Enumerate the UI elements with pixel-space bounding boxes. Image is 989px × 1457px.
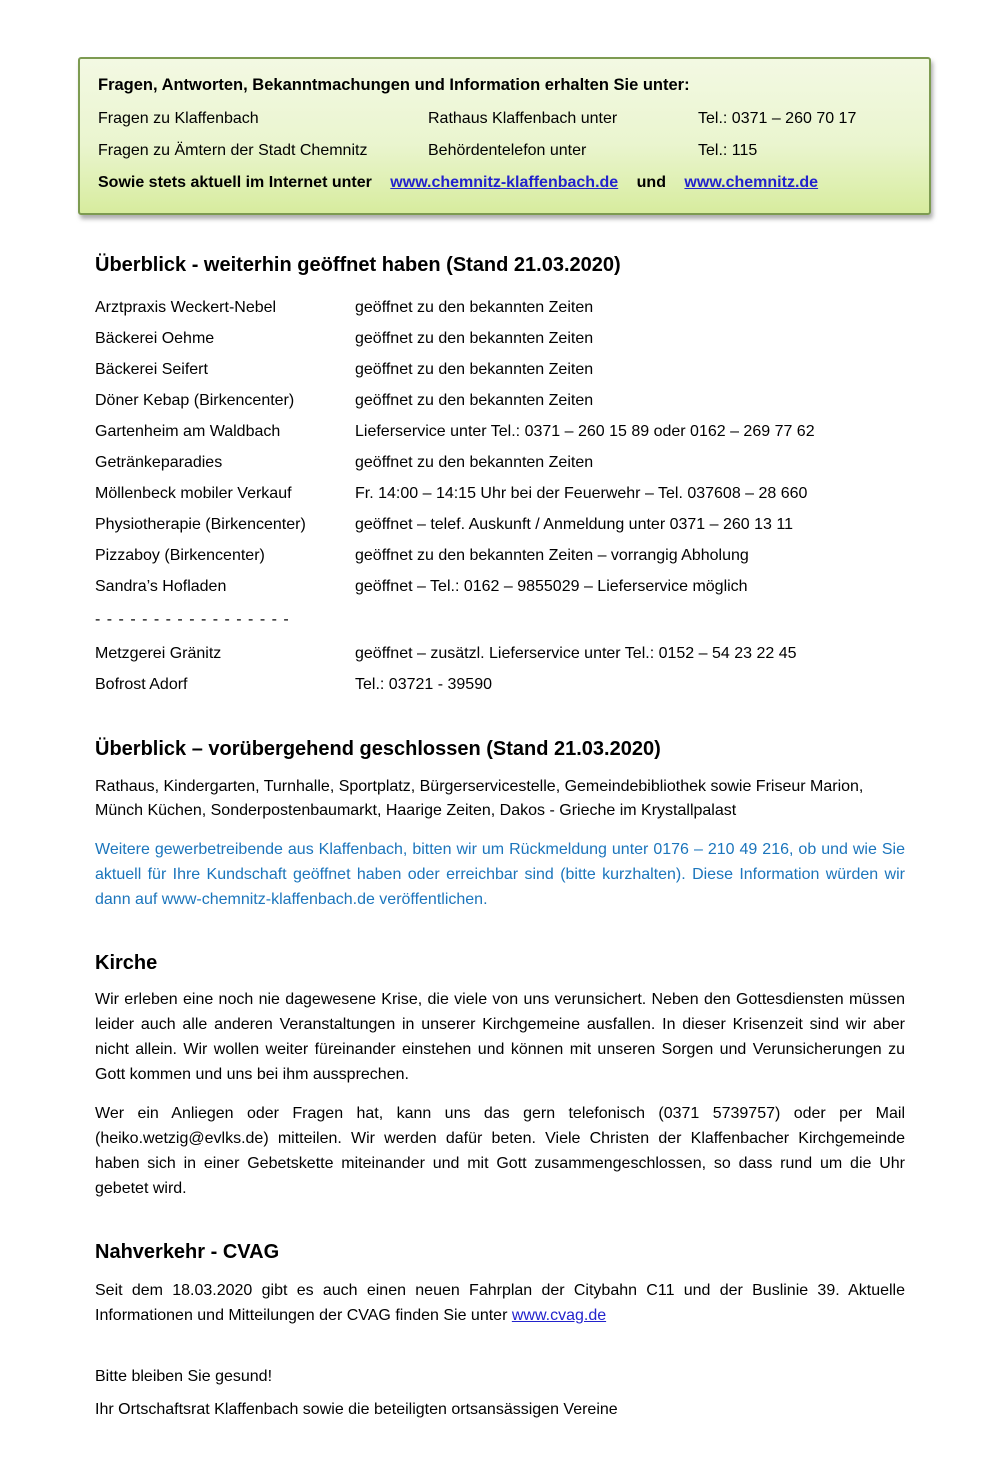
info-topic: Fragen zu Ämtern der Stadt Chemnitz (98, 142, 368, 159)
business-status: geöffnet zu den bekannten Zeiten (355, 454, 594, 471)
business-name: Metzgerei Gränitz (95, 645, 222, 662)
link-cvag[interactable]: www.cvag.de (511, 1307, 607, 1324)
business-status: geöffnet zu den bekannten Zeiten (355, 361, 594, 378)
business-row (95, 385, 905, 416)
business-name: Pizzaboy (Birkencenter) (95, 547, 265, 564)
business-name: Sandra’s Hofladen (95, 578, 227, 595)
feedback-notice: Weitere gewerbetreibende aus Klaffenbach, bitten wir um Rückmeldung unter 0176 – 210 49 216, ob und wie Sie aktuell für Ihre Kundschaft geöffnet haben oder erreichbar sind (bitte kurzhalten). Diese Information würden wir dann auf www-chemnitz-klaffenbach.de veröffentlichen. (95, 841, 905, 908)
info-footer-prefix: Sowie stets aktuell im Internet unter (98, 174, 372, 191)
info-box-row (98, 110, 911, 128)
business-name: Bäckerei Seifert (95, 361, 208, 378)
business-status: geöffnet zu den bekannten Zeiten (355, 330, 594, 347)
info-place: Behördentelefon unter (428, 142, 587, 159)
business-name: Bäckerei Oehme (95, 330, 215, 347)
nahverkehr-paragraph (95, 1278, 905, 1328)
dashed-separator: - - - - - - - - - - - - - - - - - (95, 611, 290, 628)
business-name: Bofrost Adorf (95, 676, 188, 693)
business-row (95, 669, 905, 700)
business-row (95, 571, 905, 602)
kirche-heading: Kirche (95, 952, 158, 974)
business-row (95, 540, 905, 571)
closing-signature: Ihr Ortschaftsrat Klaffenbach sowie die beteiligten ortsansässigen Vereine (95, 1401, 618, 1418)
closing-wish: Bitte bleiben Sie gesund! (95, 1368, 273, 1385)
business-status: geöffnet zu den bekannten Zeiten – vorrangig Abholung (355, 547, 749, 564)
business-row (95, 354, 905, 385)
business-row (95, 292, 905, 323)
business-status: Tel.: 03721 - 39590 (355, 676, 492, 693)
business-name: Getränkeparadies (95, 454, 223, 471)
info-box (78, 57, 931, 215)
info-topic: Fragen zu Klaffenbach (98, 110, 259, 127)
link-chemnitz[interactable]: www.chemnitz.de (684, 174, 819, 191)
business-name: Gartenheim am Waldbach (95, 423, 281, 440)
business-row (95, 323, 905, 354)
link-chemnitz-klaffenbach[interactable]: www.chemnitz-klaffenbach.de (390, 174, 619, 191)
business-name: Möllenbeck mobiler Verkauf (95, 485, 292, 502)
business-status: geöffnet – Tel.: 0162 – 9855029 – Lieferservice möglich (355, 578, 748, 595)
closed-section-heading: Überblick – vorübergehend geschlossen (Stand 21.03.2020) (95, 738, 661, 760)
business-name: Physiotherapie (Birkencenter) (95, 516, 306, 533)
business-name: Arztpraxis Weckert-Nebel (95, 299, 277, 316)
document-body (95, 254, 905, 1419)
business-row (95, 638, 905, 669)
nahverkehr-heading: Nahverkehr - CVAG (95, 1241, 280, 1263)
business-row (95, 478, 905, 509)
kirche-paragraph-1: Wir erleben eine noch nie dagewesene Krise, die viele von uns verunsichert. Neben den Gottesdiensten müssen leider auch alle anderen Veranstaltungen in unserer Kirchgemeine ausfallen. In dieser Krisenzeit sind wir aber nicht allein. Wir wollen weiter füreinander einstehen und können mit unseren Sorgen und Verunsicherungen zu Gott kommen und uns bei ihm aussprechen. (95, 991, 905, 1083)
business-status: geöffnet – zusätzl. Lieferservice unter Tel.: 0152 – 54 23 22 45 (355, 645, 797, 662)
business-row (95, 447, 905, 478)
info-phone: Tel.: 115 (698, 142, 758, 159)
info-box-footer (98, 174, 911, 192)
business-status: geöffnet zu den bekannten Zeiten (355, 299, 594, 316)
info-box-title: Fragen, Antworten, Bekanntmachungen und Information erhalten Sie unter: (98, 76, 690, 94)
kirche-paragraph-2: Wer ein Anliegen oder Fragen hat, kann uns das gern telefonisch (0371 5739757) oder per Mail (heiko.wetzig@evlks.de) mitteilen. Wir werden dafür beten. Viele Christen der Klaffenbacher Kirchgemeinde haben sich in einer Gebetskette miteinander und mit Gott zusammengeschlossen, so dass rund um die Uhr gebetet wird. (95, 1105, 905, 1197)
info-phone: Tel.: 0371 – 260 70 17 (698, 110, 857, 127)
info-place: Rathaus Klaffenbach unter (428, 110, 618, 127)
business-row (95, 416, 905, 447)
info-box-row (98, 142, 911, 160)
business-name: Döner Kebap (Birkencenter) (95, 392, 295, 409)
business-status: geöffnet – telef. Auskunft / Anmeldung unter 0371 – 260 13 11 (355, 516, 793, 533)
business-status: Lieferservice unter Tel.: 0371 – 260 15 89 oder 0162 – 269 77 62 (355, 423, 815, 440)
info-footer-conjunction: und (636, 174, 666, 191)
closed-section-body: Rathaus, Kindergarten, Turnhalle, Sportplatz, Bürgerservicestelle, Gemeindebibliothek sowie Friseur Marion, Münch Küchen, Sonderpostenbaumarkt, Haarige Zeiten, Dakos - Grieche im Krystallpalast (95, 778, 864, 819)
business-row (95, 509, 905, 540)
nahverkehr-text: Seit dem 18.03.2020 gibt es auch einen neuen Fahrplan der Citybahn C11 und der Buslinie 39. Aktuelle Informationen und Mitteilungen der CVAG finden Sie unter (95, 1282, 905, 1324)
business-status: Fr. 14:00 – 14:15 Uhr bei der Feuerwehr – Tel. 037608 – 28 660 (355, 485, 808, 502)
open-section-heading: Überblick - weiterhin geöffnet haben (Stand 21.03.2020) (95, 254, 621, 276)
business-status: geöffnet zu den bekannten Zeiten (355, 392, 594, 409)
